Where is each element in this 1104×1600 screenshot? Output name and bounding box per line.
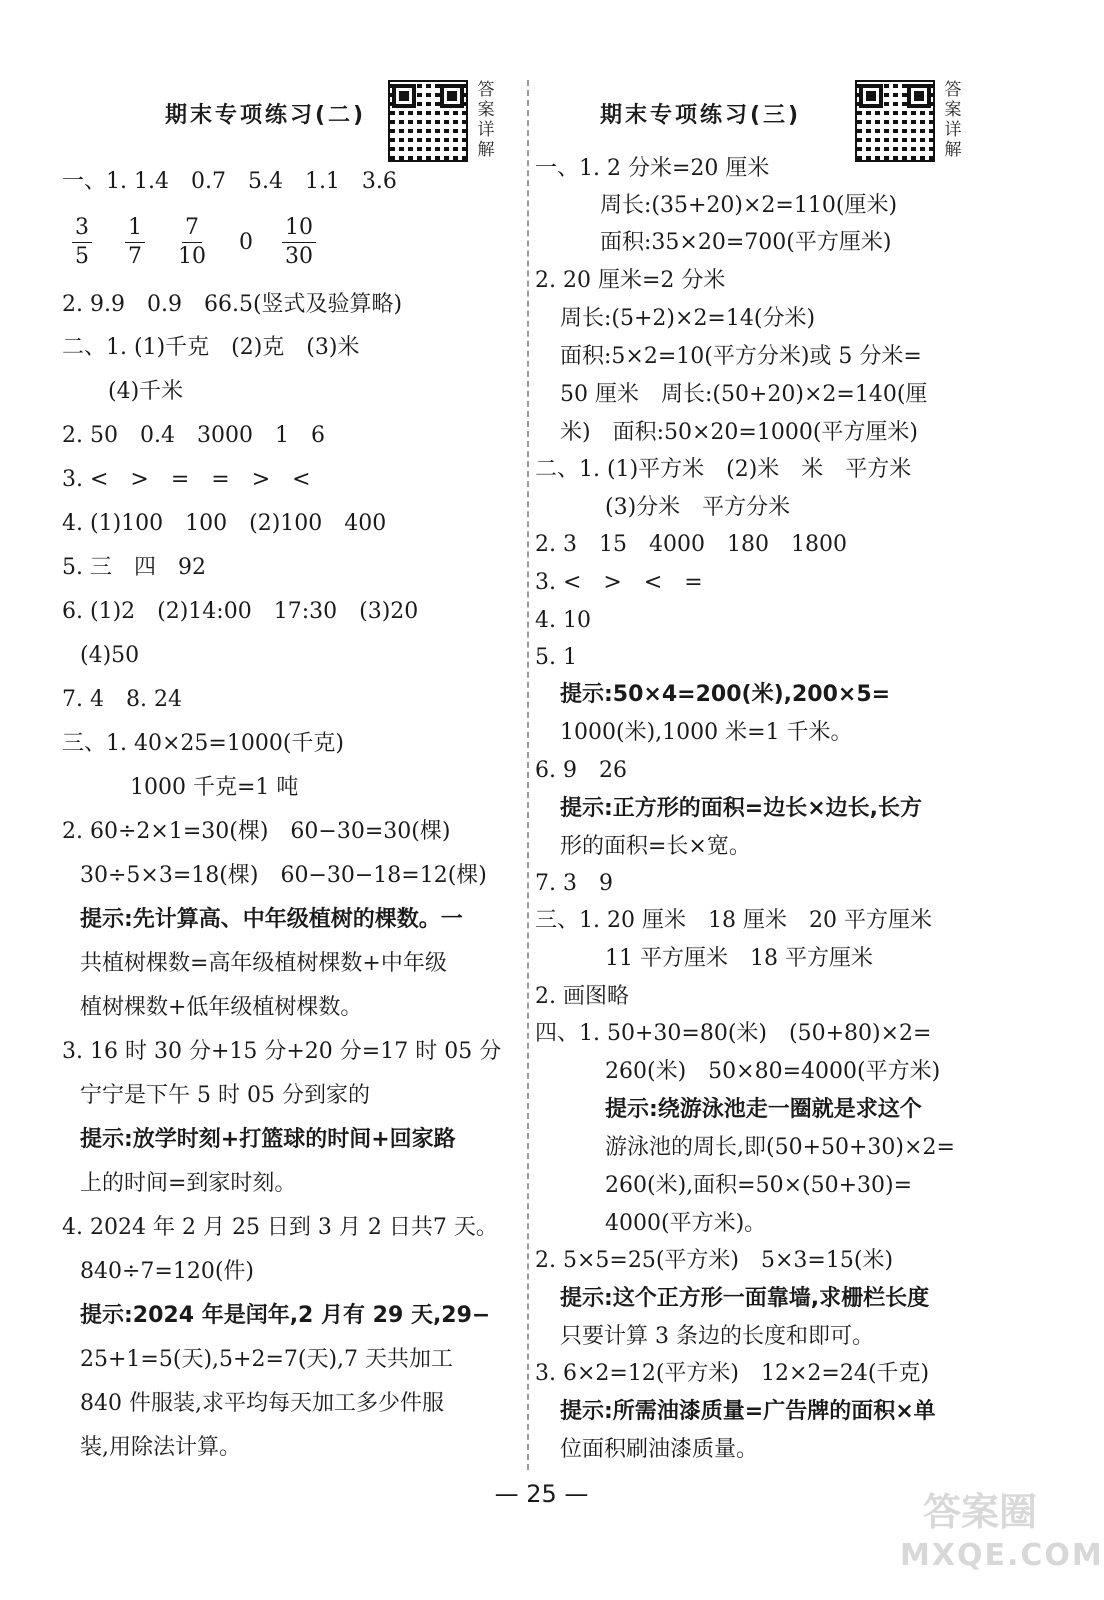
left-hint-line: 提示:先计算高、中年级植树的棵数。一: [80, 907, 463, 932]
left-line: 5. 三 四 92: [62, 555, 206, 580]
left-line: 二、1. (1)千克 (2)克 (3)米: [62, 335, 360, 360]
right-line: 四、1. 50+30=80(米) (50+80)×2=: [535, 1021, 932, 1046]
right-qr-code-icon[interactable]: [855, 80, 935, 162]
right-line: 2. 3 15 4000 180 1800: [535, 532, 847, 557]
left-line: 2. 9.9 0.9 66.5(竖式及验算略): [62, 292, 403, 317]
left-line: 2. 60÷2×1=30(棵) 60−30=30(棵): [62, 819, 451, 844]
right-line: 7. 3 9: [535, 871, 613, 896]
right-line: 面积:35×20=700(平方厘米): [600, 230, 892, 255]
right-line: 50 厘米 周长:(50+20)×2=140(厘: [560, 382, 928, 407]
left-line: 840÷7=120(件): [80, 1259, 255, 1284]
right-hint-line: 提示:绕游泳池走一圈就是求这个: [605, 1097, 922, 1122]
right-hint-line: 提示:这个正方形一面靠墙,求栅栏长度: [560, 1286, 930, 1311]
left-section-title: 期末专项练习(二): [165, 103, 367, 128]
left-line: 30÷5×3=18(棵) 60−30−18=12(棵): [80, 863, 487, 888]
right-line: 位面积刷油漆质量。: [560, 1437, 759, 1462]
left-line: 宁宁是下午 5 时 05 分到家的: [80, 1083, 370, 1108]
right-line: 2. 5×5=25(平方米) 5×3=15(米): [535, 1248, 894, 1273]
left-line: 三、1. 40×25=1000(千克): [62, 731, 344, 756]
right-line: 4000(平方米)。: [605, 1211, 767, 1236]
left-line: 25+1=5(天),5+2=7(天),7 天共加工: [80, 1347, 454, 1372]
left-line: 4. 2024 年 2 月 25 日到 3 月 2 日共7 天。: [62, 1215, 498, 1240]
left-line: 7. 4 8. 24: [62, 687, 182, 712]
left-hint-line: 提示:放学时刻+打篮球的时间+回家路: [80, 1127, 456, 1152]
fraction: $\frac{1}{7}$: [125, 214, 145, 271]
right-line: 米) 面积:50×20=1000(平方厘米): [560, 420, 919, 445]
left-hint-line: 提示:2024 年是闰年,2 月有 29 天,29−: [80, 1303, 491, 1328]
right-line: 周长:(5+2)×2=14(分米): [560, 306, 816, 331]
right-hint-line: 提示:正方形的面积=边长×边长,长方: [560, 796, 923, 821]
page-number: — 25 —: [494, 1480, 589, 1508]
left-sec1-item1: 一、1. 1.4 0.7 5.4 1.1 3.6: [62, 169, 397, 194]
left-line: (4)千米: [108, 379, 184, 404]
fraction: $\frac{7}{10}$: [178, 215, 206, 269]
right-line: 2. 画图略: [535, 984, 629, 1009]
left-line: 1000 千克=1 吨: [130, 775, 299, 800]
left-line: 6. (1)2 (2)14:00 17:30 (3)20: [62, 599, 419, 624]
right-line: 3. < > < =: [535, 570, 703, 595]
watermark-bottom: MXQE.COM: [900, 1538, 1104, 1573]
right-hint-line: 提示:所需油漆质量=广告牌的面积×单: [560, 1399, 936, 1424]
fraction: $\frac{10}{30}$: [282, 214, 316, 271]
left-line: 共植树棵数=高年级植树棵数+中年级: [80, 951, 447, 976]
right-line: 11 平方厘米 18 平方厘米: [605, 946, 873, 971]
fraction: $\frac{3}{5}$: [72, 214, 92, 271]
right-line: 一、1. 2 分米=20 厘米: [535, 156, 770, 181]
right-qr-label: 答案详解: [944, 80, 962, 160]
left-line: 840 件服装,求平均每天加工多少件服: [80, 1391, 444, 1416]
left-line: 装,用除法计算。: [80, 1435, 241, 1460]
fraction-row: [72, 214, 342, 271]
right-line: 4. 10: [535, 608, 591, 633]
column-divider: [527, 80, 529, 1470]
right-line: 260(米) 50×80=4000(平方米): [605, 1059, 941, 1084]
watermark-logo: [900, 1490, 1104, 1586]
right-line: 6. 9 26: [535, 758, 627, 783]
left-line: 4. (1)100 100 (2)100 400: [62, 511, 387, 536]
watermark-top: 答案圈: [922, 1490, 1037, 1534]
right-line: 二、1. (1)平方米 (2)米 米 平方米: [535, 457, 912, 482]
right-line: 2. 20 厘米=2 分米: [535, 268, 726, 293]
right-line: 形的面积=长×宽。: [560, 834, 751, 859]
left-line: (4)50: [80, 643, 140, 668]
right-line: (3)分米 平方分米: [605, 495, 791, 520]
right-line: 3. 6×2=12(平方米) 12×2=24(千克): [535, 1361, 930, 1386]
right-line: 1000(米),1000 米=1 千米。: [560, 720, 853, 745]
right-hint-line: 提示:50×4=200(米),200×5=: [560, 682, 891, 707]
fraction-zero: 0: [239, 230, 253, 255]
right-line: 5. 1: [535, 645, 577, 670]
left-qr-label: 答案详解: [477, 80, 495, 160]
left-line: 上的时间=到家时刻。: [80, 1171, 297, 1196]
right-line: 面积:5×2=10(平方分米)或 5 分米=: [560, 344, 922, 369]
left-line: 3. < > = = > <: [62, 467, 311, 492]
left-line: 植树棵数+低年级植树棵数。: [80, 995, 363, 1020]
right-section-title: 期末专项练习(三): [600, 103, 802, 128]
left-qr-code-icon[interactable]: [388, 80, 468, 162]
right-line: 三、1. 20 厘米 18 厘米 20 平方厘米: [535, 908, 932, 933]
right-line: 260(米),面积=50×(50+30)=: [605, 1173, 913, 1198]
right-line: 游泳池的周长,即(50+50+30)×2=: [605, 1135, 955, 1160]
left-line: 2. 50 0.4 3000 1 6: [62, 423, 325, 448]
right-line: 周长:(35+20)×2=110(厘米): [600, 193, 898, 218]
left-line: 3. 16 时 30 分+15 分+20 分=17 时 05 分: [62, 1039, 502, 1064]
right-line: 只要计算 3 条边的长度和即可。: [560, 1324, 874, 1349]
